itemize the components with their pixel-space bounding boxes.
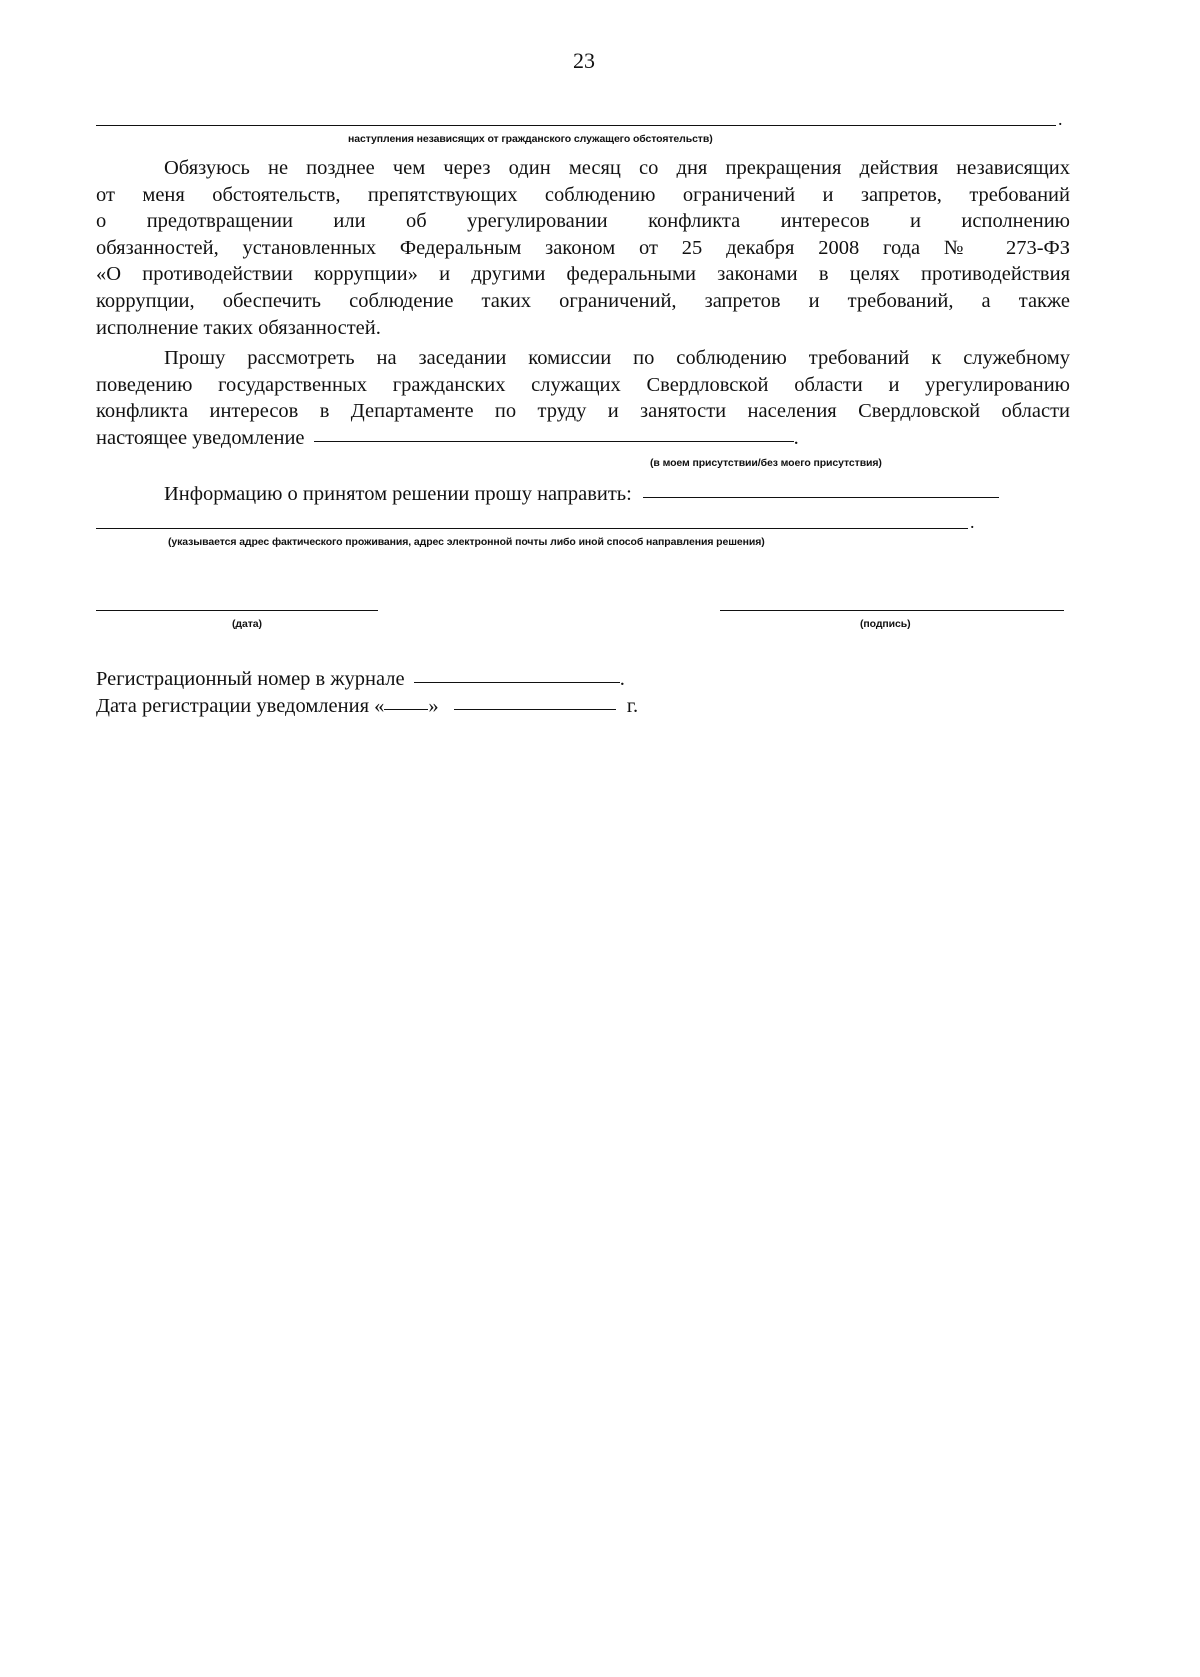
signature-line (720, 610, 1064, 611)
registration-number-field[interactable] (414, 681, 620, 683)
info-fill-field[interactable] (643, 496, 999, 498)
info-fill-line-2 (96, 528, 968, 529)
registration-number-end: . (619, 668, 625, 690)
paragraph-line: конфликта интересов в Департаменте по труду и занятости населения Свердловской области (96, 400, 1070, 423)
paragraph-line: обязанностей, установленных Федеральным законом от 25 декабря 2008 года № 273-ФЗ (96, 236, 1070, 259)
date-sign-line (96, 610, 378, 611)
paragraph-line: Обязуюсь не позднее чем через один месяц со дня прекращения действия независящих (164, 157, 1070, 179)
registration-date-line (96, 695, 638, 718)
top-fill-line-dot: . (1058, 109, 1063, 129)
top-fill-caption: наступления независящих от гражданского служащего обстоятельств) (348, 133, 713, 145)
signature-caption: (подпись) (860, 618, 911, 630)
paragraph-line: Прошу рассмотреть на заседании комиссии по соблюдению требований к служебному (164, 347, 1070, 369)
info-label: Информацию о принятом решении прошу направить: (164, 483, 632, 505)
info-line (164, 483, 999, 506)
info-caption: (указывается адрес фактического проживания, адрес электронной почты либо иной способ направления решения) (168, 536, 765, 548)
presence-fill-field[interactable] (314, 440, 794, 442)
registration-number-line (96, 668, 625, 691)
paragraph-line: коррупции, обеспечить соблюдение таких ограничений, запретов и требований, а также (96, 289, 1070, 312)
page-number: 23 (573, 48, 595, 73)
paragraph-obligation (96, 155, 1070, 341)
registration-date-quote: » (428, 695, 439, 717)
presence-fill-end: . (793, 426, 799, 449)
paragraph-line-last (96, 425, 1070, 452)
paragraph-request (96, 345, 1070, 451)
registration-number-label: Регистрационный номер в журнале (96, 668, 405, 690)
registration-month-field[interactable] (454, 708, 616, 710)
paragraph-line: «О противодействии коррупции» и другими федеральными законами в целях противодействия (96, 263, 1070, 286)
presence-caption: (в моем присутствии/без моего присутствия) (650, 457, 882, 469)
paragraph-line: о предотвращении или об урегулировании конфликта интересов и исполнению (96, 210, 1070, 233)
top-fill-line (96, 125, 1056, 126)
paragraph-line: исполнение таких обязанностей. (96, 316, 381, 339)
paragraph-line: от меня обстоятельств, препятствующих соблюдению ограничений и запретов, требований (96, 183, 1070, 206)
notification-label: настоящее уведомление (96, 426, 305, 449)
paragraph-line: поведению государственных гражданских служащих Свердловской области и урегулированию (96, 373, 1070, 396)
info-fill-line-dot: . (970, 512, 975, 532)
registration-year-suffix: г. (626, 695, 639, 717)
registration-date-label: Дата регистрации уведомления « (96, 695, 385, 717)
date-caption: (дата) (232, 618, 262, 630)
registration-day-field[interactable] (384, 708, 428, 710)
